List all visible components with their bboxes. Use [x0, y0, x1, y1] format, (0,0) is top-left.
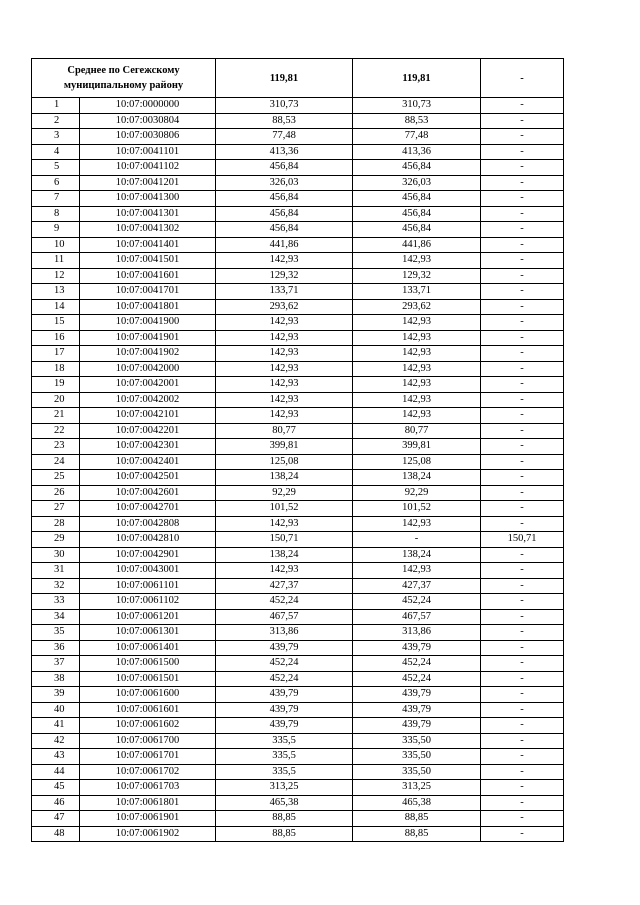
table-row	[32, 485, 564, 501]
value-2: 101,52	[353, 501, 481, 517]
value-1: 142,93	[216, 253, 353, 269]
summary-label: Среднее по Сегежскому муниципальному району	[32, 59, 216, 98]
row-number: 39	[32, 687, 80, 703]
value-1: 310,73	[216, 98, 353, 114]
value-2: 439,79	[353, 702, 481, 718]
summary-value-1: 119,81	[216, 59, 353, 98]
row-number: 38	[32, 671, 80, 687]
value-3: -	[481, 671, 564, 687]
value-2: 129,32	[353, 268, 481, 284]
value-3: -	[481, 811, 564, 827]
value-2: 427,37	[353, 578, 481, 594]
value-3: -	[481, 268, 564, 284]
value-1: 399,81	[216, 439, 353, 455]
value-1: 142,93	[216, 392, 353, 408]
cadastral-quarter: 10:07:0041102	[80, 160, 216, 176]
row-number: 22	[32, 423, 80, 439]
row-number: 25	[32, 470, 80, 486]
row-number: 29	[32, 532, 80, 548]
value-2: 88,53	[353, 113, 481, 129]
row-number: 40	[32, 702, 80, 718]
table-row	[32, 780, 564, 796]
cadastral-quarter: 10:07:0041101	[80, 144, 216, 160]
row-number: 34	[32, 609, 80, 625]
value-3: -	[481, 656, 564, 672]
table-row	[32, 764, 564, 780]
value-2: 335,50	[353, 733, 481, 749]
value-3: -	[481, 718, 564, 734]
row-number: 7	[32, 191, 80, 207]
value-2: 335,50	[353, 764, 481, 780]
cadastral-quarter: 10:07:0061801	[80, 795, 216, 811]
table-row	[32, 578, 564, 594]
value-3: -	[481, 826, 564, 842]
value-2: 439,79	[353, 640, 481, 656]
cadastral-quarter: 10:07:0061902	[80, 826, 216, 842]
cadastral-quarter: 10:07:0030806	[80, 129, 216, 145]
value-1: 456,84	[216, 191, 353, 207]
cadastral-quarter: 10:07:0061703	[80, 780, 216, 796]
table-row	[32, 826, 564, 842]
row-number: 46	[32, 795, 80, 811]
value-2: 467,57	[353, 609, 481, 625]
value-3: -	[481, 439, 564, 455]
table-row	[32, 377, 564, 393]
value-2: 88,85	[353, 811, 481, 827]
value-1: 335,5	[216, 764, 353, 780]
value-1: 439,79	[216, 702, 353, 718]
row-number: 4	[32, 144, 80, 160]
table-row	[32, 749, 564, 765]
row-number: 21	[32, 408, 80, 424]
cadastral-quarter: 10:07:0042701	[80, 501, 216, 517]
cadastral-quarter: 10:07:0041601	[80, 268, 216, 284]
row-number: 31	[32, 563, 80, 579]
value-1: 452,24	[216, 594, 353, 610]
value-3: -	[481, 377, 564, 393]
value-1: 439,79	[216, 687, 353, 703]
value-1: 456,84	[216, 160, 353, 176]
value-3: -	[481, 160, 564, 176]
value-1: 88,85	[216, 811, 353, 827]
table-row	[32, 532, 564, 548]
table-row	[32, 361, 564, 377]
value-2: 413,36	[353, 144, 481, 160]
row-number: 47	[32, 811, 80, 827]
value-2: 142,93	[353, 377, 481, 393]
value-1: 441,86	[216, 237, 353, 253]
table-row	[32, 470, 564, 486]
cadastral-quarter: 10:07:0061701	[80, 749, 216, 765]
value-3: -	[481, 454, 564, 470]
table-row	[32, 346, 564, 362]
value-1: 452,24	[216, 656, 353, 672]
value-3: -	[481, 129, 564, 145]
value-1: 142,93	[216, 315, 353, 331]
cadastral-quarter: 10:07:0041902	[80, 346, 216, 362]
value-2: 441,86	[353, 237, 481, 253]
cadastral-quarter: 10:07:0042101	[80, 408, 216, 424]
value-1: 92,29	[216, 485, 353, 501]
row-number: 12	[32, 268, 80, 284]
table-row	[32, 299, 564, 315]
value-3: -	[481, 640, 564, 656]
row-number: 13	[32, 284, 80, 300]
value-3: -	[481, 237, 564, 253]
value-3: -	[481, 795, 564, 811]
value-1: 150,71	[216, 532, 353, 548]
table-row	[32, 408, 564, 424]
row-number: 28	[32, 516, 80, 532]
value-1: 142,93	[216, 361, 353, 377]
table-body	[32, 59, 564, 842]
value-1: 138,24	[216, 547, 353, 563]
table-row	[32, 222, 564, 238]
cadastral-quarter: 10:07:0041501	[80, 253, 216, 269]
value-2: 310,73	[353, 98, 481, 114]
value-3: -	[481, 501, 564, 517]
cadastral-quarter: 10:07:0042001	[80, 377, 216, 393]
value-2: 142,93	[353, 253, 481, 269]
table-row	[32, 175, 564, 191]
value-3: -	[481, 175, 564, 191]
value-2: 142,93	[353, 392, 481, 408]
row-number: 5	[32, 160, 80, 176]
value-3: -	[481, 284, 564, 300]
cadastral-quarter: 10:07:0061301	[80, 625, 216, 641]
table-row	[32, 563, 564, 579]
value-3: -	[481, 702, 564, 718]
table-row	[32, 547, 564, 563]
value-2: 142,93	[353, 346, 481, 362]
cadastral-quarter: 10:07:0061500	[80, 656, 216, 672]
value-2: 452,24	[353, 656, 481, 672]
table-row	[32, 129, 564, 145]
cadastral-quarter: 10:07:0061602	[80, 718, 216, 734]
row-number: 10	[32, 237, 80, 253]
table-row	[32, 625, 564, 641]
cadastral-quarter: 10:07:0042901	[80, 547, 216, 563]
value-1: 142,93	[216, 563, 353, 579]
value-2: 456,84	[353, 222, 481, 238]
row-number: 41	[32, 718, 80, 734]
value-1: 335,5	[216, 733, 353, 749]
value-1: 326,03	[216, 175, 353, 191]
table-row	[32, 191, 564, 207]
value-1: 452,24	[216, 671, 353, 687]
value-1: 456,84	[216, 222, 353, 238]
row-number: 9	[32, 222, 80, 238]
row-number: 1	[32, 98, 80, 114]
value-3: -	[481, 315, 564, 331]
value-2: 452,24	[353, 671, 481, 687]
row-number: 23	[32, 439, 80, 455]
value-2: 142,93	[353, 315, 481, 331]
value-1: 142,93	[216, 408, 353, 424]
row-number: 11	[32, 253, 80, 269]
table-row	[32, 733, 564, 749]
value-2: 293,62	[353, 299, 481, 315]
row-number: 8	[32, 206, 80, 222]
value-3: -	[481, 764, 564, 780]
data-table	[31, 58, 564, 842]
value-3: -	[481, 609, 564, 625]
value-1: 439,79	[216, 718, 353, 734]
row-number: 15	[32, 315, 80, 331]
table-row	[32, 640, 564, 656]
value-3: -	[481, 687, 564, 703]
cadastral-quarter: 10:07:0042201	[80, 423, 216, 439]
row-number: 3	[32, 129, 80, 145]
value-2: 142,93	[353, 408, 481, 424]
value-2: 142,93	[353, 563, 481, 579]
value-1: 413,36	[216, 144, 353, 160]
value-2: 92,29	[353, 485, 481, 501]
value-2: 399,81	[353, 439, 481, 455]
cadastral-quarter: 10:07:0042808	[80, 516, 216, 532]
value-2: 456,84	[353, 160, 481, 176]
value-3: -	[481, 578, 564, 594]
cadastral-quarter: 10:07:0042501	[80, 470, 216, 486]
row-number: 44	[32, 764, 80, 780]
row-number: 33	[32, 594, 80, 610]
cadastral-quarter: 10:07:0042002	[80, 392, 216, 408]
summary-row	[32, 59, 564, 98]
cadastral-quarter: 10:07:0041701	[80, 284, 216, 300]
table-row	[32, 268, 564, 284]
table-row	[32, 253, 564, 269]
value-3: 150,71	[481, 532, 564, 548]
value-3: -	[481, 594, 564, 610]
value-2: 77,48	[353, 129, 481, 145]
value-1: 439,79	[216, 640, 353, 656]
cadastral-quarter: 10:07:0042301	[80, 439, 216, 455]
cadastral-quarter: 10:07:0061201	[80, 609, 216, 625]
row-number: 42	[32, 733, 80, 749]
cadastral-quarter: 10:07:0061501	[80, 671, 216, 687]
table-row	[32, 284, 564, 300]
row-number: 18	[32, 361, 80, 377]
row-number: 19	[32, 377, 80, 393]
row-number: 2	[32, 113, 80, 129]
cadastral-quarter: 10:07:0041300	[80, 191, 216, 207]
value-3: -	[481, 470, 564, 486]
value-1: 138,24	[216, 470, 353, 486]
table-row	[32, 237, 564, 253]
row-number: 24	[32, 454, 80, 470]
value-1: 142,93	[216, 346, 353, 362]
value-1: 467,57	[216, 609, 353, 625]
value-1: 293,62	[216, 299, 353, 315]
row-number: 26	[32, 485, 80, 501]
table-row	[32, 206, 564, 222]
row-number: 20	[32, 392, 80, 408]
table-row	[32, 454, 564, 470]
value-1: 77,48	[216, 129, 353, 145]
row-number: 32	[32, 578, 80, 594]
table-row	[32, 811, 564, 827]
value-2: 125,08	[353, 454, 481, 470]
table-row	[32, 687, 564, 703]
value-3: -	[481, 563, 564, 579]
value-2: 456,84	[353, 206, 481, 222]
row-number: 48	[32, 826, 80, 842]
value-1: 125,08	[216, 454, 353, 470]
value-2: 439,79	[353, 687, 481, 703]
table-row	[32, 501, 564, 517]
table-row	[32, 671, 564, 687]
value-3: -	[481, 191, 564, 207]
cadastral-quarter: 10:07:0041201	[80, 175, 216, 191]
value-3: -	[481, 330, 564, 346]
cadastral-quarter: 10:07:0041900	[80, 315, 216, 331]
value-2: 452,24	[353, 594, 481, 610]
value-2: 326,03	[353, 175, 481, 191]
table-row	[32, 144, 564, 160]
value-3: -	[481, 299, 564, 315]
table-row	[32, 656, 564, 672]
row-number: 36	[32, 640, 80, 656]
value-1: 88,53	[216, 113, 353, 129]
value-2: 142,93	[353, 330, 481, 346]
table-row	[32, 594, 564, 610]
value-2: 335,50	[353, 749, 481, 765]
value-2: 80,77	[353, 423, 481, 439]
row-number: 35	[32, 625, 80, 641]
value-3: -	[481, 749, 564, 765]
value-1: 142,93	[216, 377, 353, 393]
summary-value-2: 119,81	[353, 59, 481, 98]
table-row	[32, 330, 564, 346]
value-3: -	[481, 113, 564, 129]
row-number: 27	[32, 501, 80, 517]
table-row	[32, 392, 564, 408]
row-number: 14	[32, 299, 80, 315]
value-2: 142,93	[353, 361, 481, 377]
value-2: 439,79	[353, 718, 481, 734]
value-3: -	[481, 516, 564, 532]
table-row	[32, 113, 564, 129]
value-3: -	[481, 144, 564, 160]
row-number: 17	[32, 346, 80, 362]
table-row	[32, 718, 564, 734]
cadastral-quarter: 10:07:0000000	[80, 98, 216, 114]
value-2: 138,24	[353, 470, 481, 486]
value-1: 427,37	[216, 578, 353, 594]
cadastral-quarter: 10:07:0041301	[80, 206, 216, 222]
cadastral-quarter: 10:07:0041801	[80, 299, 216, 315]
value-3: -	[481, 253, 564, 269]
value-2: 313,25	[353, 780, 481, 796]
cadastral-quarter: 10:07:0061702	[80, 764, 216, 780]
value-1: 101,52	[216, 501, 353, 517]
value-2: 313,86	[353, 625, 481, 641]
cadastral-quarter: 10:07:0061700	[80, 733, 216, 749]
cadastral-quarter: 10:07:0061600	[80, 687, 216, 703]
summary-value-3: -	[481, 59, 564, 98]
value-1: 129,32	[216, 268, 353, 284]
table-row	[32, 609, 564, 625]
value-1: 313,25	[216, 780, 353, 796]
cadastral-quarter: 10:07:0042401	[80, 454, 216, 470]
value-2: 465,38	[353, 795, 481, 811]
cadastral-quarter: 10:07:0061101	[80, 578, 216, 594]
value-1: 142,93	[216, 516, 353, 532]
value-3: -	[481, 485, 564, 501]
value-3: -	[481, 780, 564, 796]
cadastral-quarter: 10:07:0061601	[80, 702, 216, 718]
value-1: 80,77	[216, 423, 353, 439]
value-3: -	[481, 625, 564, 641]
row-number: 45	[32, 780, 80, 796]
value-3: -	[481, 392, 564, 408]
row-number: 37	[32, 656, 80, 672]
table-row	[32, 160, 564, 176]
cadastral-quarter: 10:07:0041901	[80, 330, 216, 346]
value-2: 133,71	[353, 284, 481, 300]
value-3: -	[481, 547, 564, 563]
cadastral-quarter: 10:07:0042000	[80, 361, 216, 377]
row-number: 43	[32, 749, 80, 765]
value-3: -	[481, 733, 564, 749]
value-2: 138,24	[353, 547, 481, 563]
value-3: -	[481, 222, 564, 238]
value-3: -	[481, 361, 564, 377]
table-row	[32, 795, 564, 811]
value-3: -	[481, 408, 564, 424]
cadastral-quarter: 10:07:0042810	[80, 532, 216, 548]
cadastral-quarter: 10:07:0043001	[80, 563, 216, 579]
cadastral-quarter: 10:07:0041302	[80, 222, 216, 238]
table-row	[32, 702, 564, 718]
cadastral-quarter: 10:07:0042601	[80, 485, 216, 501]
cadastral-quarter: 10:07:0041401	[80, 237, 216, 253]
row-number: 16	[32, 330, 80, 346]
value-2: -	[353, 532, 481, 548]
value-3: -	[481, 98, 564, 114]
value-2: 456,84	[353, 191, 481, 207]
value-3: -	[481, 423, 564, 439]
table-row	[32, 516, 564, 532]
value-1: 465,38	[216, 795, 353, 811]
value-1: 313,86	[216, 625, 353, 641]
row-number: 6	[32, 175, 80, 191]
value-2: 88,85	[353, 826, 481, 842]
row-number: 30	[32, 547, 80, 563]
value-3: -	[481, 206, 564, 222]
table-row	[32, 423, 564, 439]
value-1: 456,84	[216, 206, 353, 222]
value-2: 142,93	[353, 516, 481, 532]
value-1: 88,85	[216, 826, 353, 842]
value-1: 142,93	[216, 330, 353, 346]
value-1: 335,5	[216, 749, 353, 765]
cadastral-quarter: 10:07:0061401	[80, 640, 216, 656]
table-row	[32, 315, 564, 331]
value-1: 133,71	[216, 284, 353, 300]
cadastral-quarter: 10:07:0030804	[80, 113, 216, 129]
cadastral-quarter: 10:07:0061102	[80, 594, 216, 610]
table-row	[32, 98, 564, 114]
value-3: -	[481, 346, 564, 362]
cadastral-quarter: 10:07:0061901	[80, 811, 216, 827]
table-row	[32, 439, 564, 455]
